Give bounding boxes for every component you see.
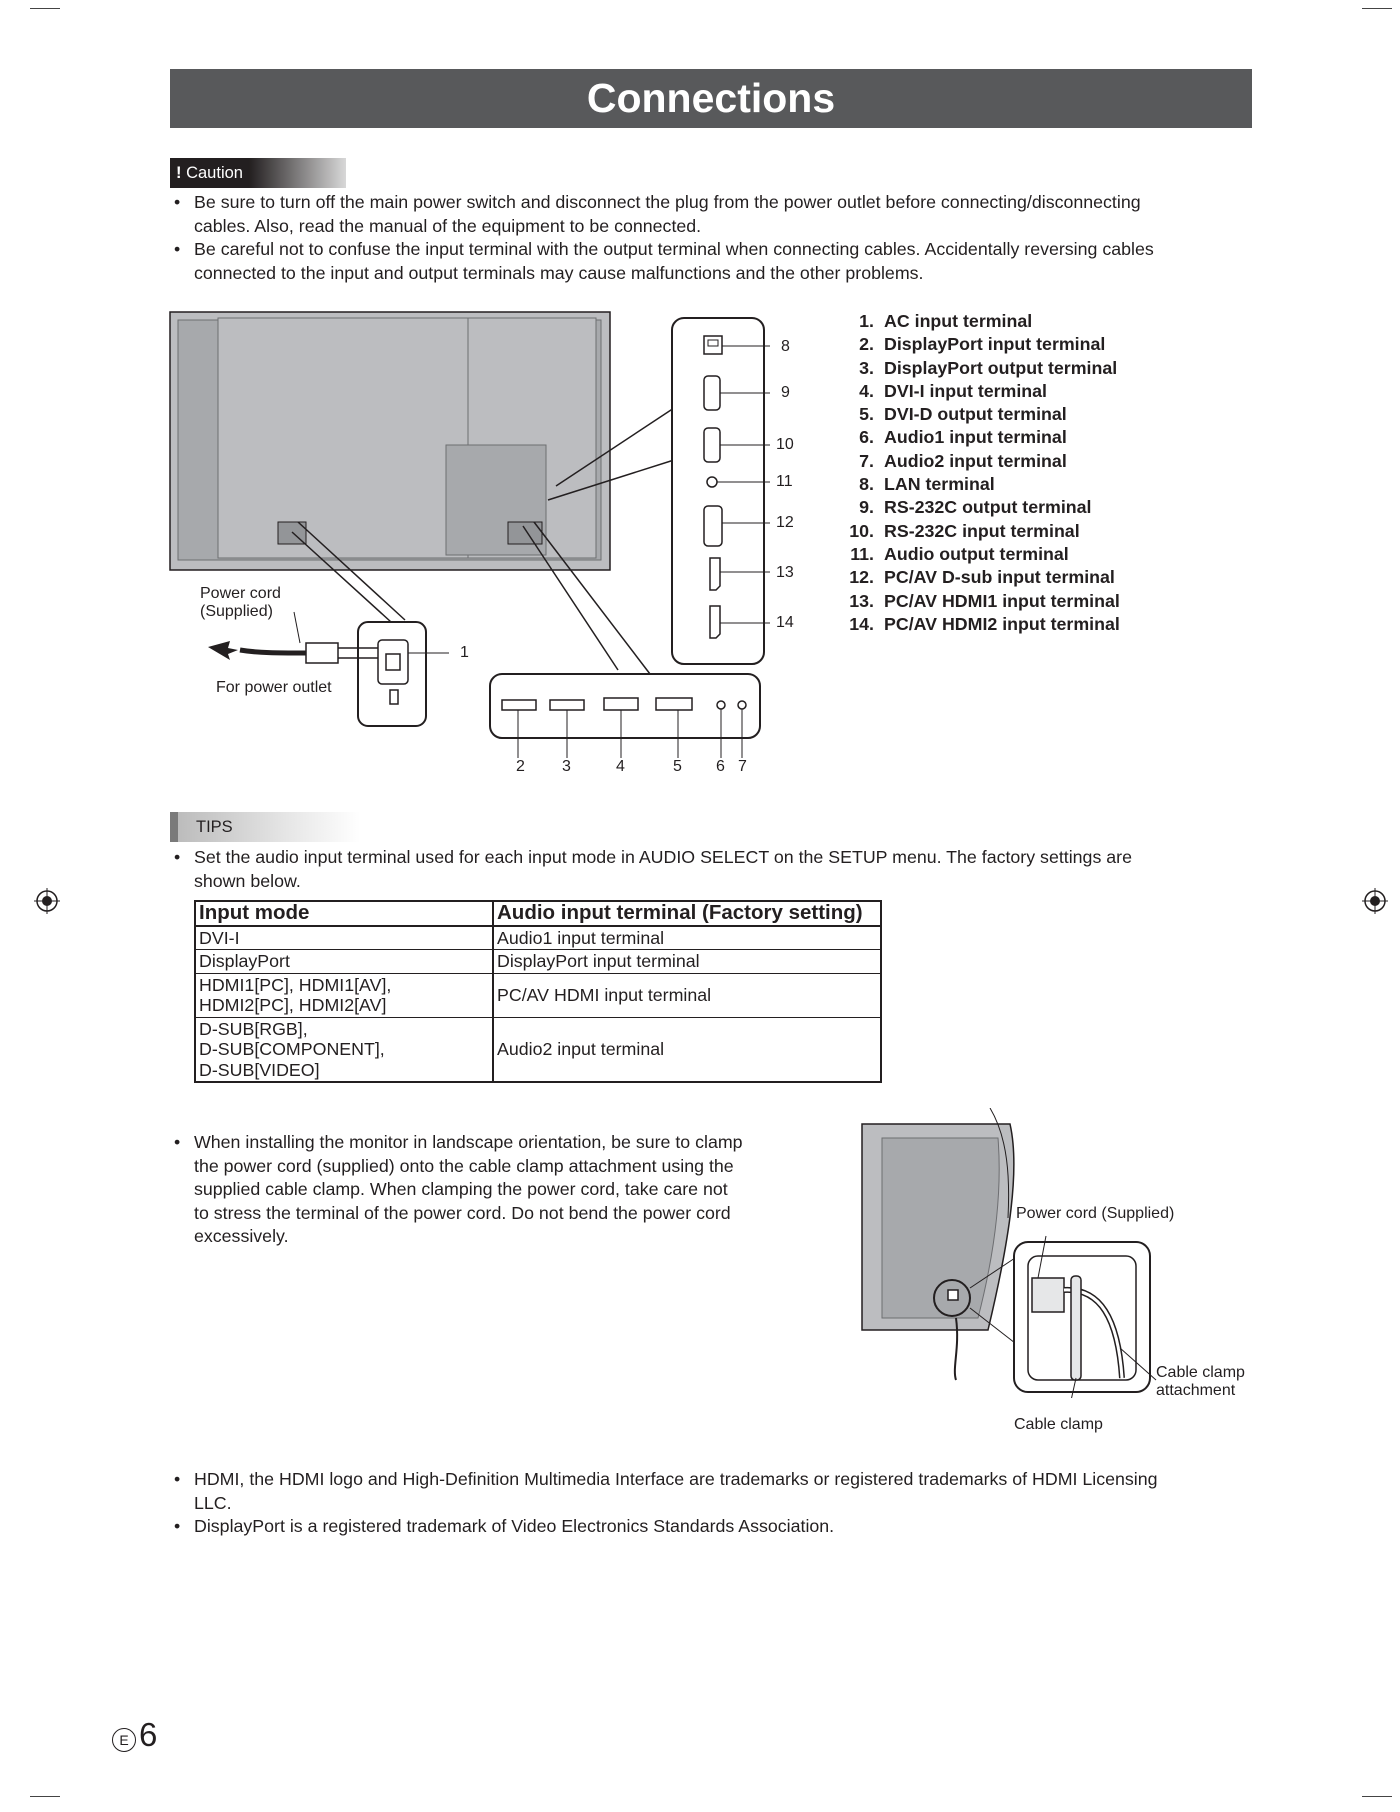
terminal-list-item (840, 473, 1120, 496)
bullet-dot: • (174, 1132, 181, 1152)
audio2-jack-icon (738, 701, 746, 709)
callout-2: 2 (516, 758, 525, 775)
callout-12: 12 (776, 514, 794, 531)
displayport-out-icon (550, 700, 584, 710)
crop-mark (1362, 8, 1392, 9)
page-title: Connections (170, 69, 1252, 128)
terminal-list-item (840, 496, 1120, 519)
terminal-number: 3. (859, 357, 874, 378)
table-cell (195, 1017, 493, 1082)
rs232c-in-port-icon (704, 428, 720, 462)
table-row (195, 1017, 881, 1082)
bullet-dot: • (174, 1469, 181, 1489)
hdmi2-port-icon (710, 606, 720, 638)
terminal-label: DVI-I input terminal (884, 380, 1048, 401)
table-cell-line: D-SUB[RGB], (199, 1018, 308, 1039)
table-cell-line: DVI-I (199, 927, 240, 948)
table-cell: Audio2 input terminal (493, 1017, 881, 1082)
callout-6: 6 (716, 758, 725, 775)
power-switch-icon (390, 690, 398, 704)
terminal-number: 6. (859, 427, 874, 448)
caution-text: cables. Also, read the manual of the equipment to be connected. (194, 215, 702, 236)
table-header: Input mode (195, 901, 493, 926)
power-plug-icon (306, 643, 338, 663)
clamp-attachment-label-line: attachment (1156, 1382, 1236, 1399)
crop-mark (30, 8, 60, 9)
crop-mark (30, 1796, 60, 1797)
clamp-text-line: to stress the terminal of the power cord. Do not bend the power cord (194, 1202, 731, 1223)
terminal-number: 8. (859, 474, 874, 495)
terminal-label: DisplayPort input terminal (884, 334, 1106, 355)
table-row (195, 973, 881, 1017)
terminal-number: 9. (859, 497, 874, 518)
dvi-i-port-icon (604, 698, 638, 710)
table-header-row (195, 901, 881, 926)
tips-intro-text: Set the audio input terminal used for each input mode in AUDIO SELECT on the SETUP menu. The factory settings are (194, 847, 1132, 867)
terminal-number: 5. (859, 404, 874, 425)
cable-clamp-icon (1071, 1276, 1081, 1380)
callout-14: 14 (776, 614, 794, 631)
clamp-text-line: supplied cable clamp. When clamping the power cord, take care not (194, 1179, 728, 1199)
callout-10: 10 (776, 436, 794, 453)
connection-diagram (168, 310, 808, 780)
callout-5: 5 (673, 758, 682, 775)
terminal-label: RS-232C input terminal (884, 520, 1080, 541)
power-cord-label (200, 585, 281, 621)
table-cell (195, 973, 493, 1017)
clamp-text-line: the power cord (supplied) onto the cable clamp attachment using the (194, 1155, 734, 1176)
trademark-text: DisplayPort is a registered trademark of Video Electronics Standards Association. (194, 1516, 835, 1536)
audio-out-jack-icon (707, 477, 717, 487)
terminal-label: PC/AV D-sub input terminal (884, 567, 1115, 588)
table-cell-line: DisplayPort (199, 951, 290, 971)
trademark-item (174, 1515, 1254, 1539)
callout-11: 11 (776, 473, 793, 490)
caution-text: Be sure to turn off the main power switch and disconnect the plug from the power outlet before connecting/disconnecting (194, 192, 1141, 212)
table-cell-line: HDMI2[PC], HDMI2[AV] (199, 995, 387, 1015)
terminal-number: 12. (849, 567, 874, 588)
terminal-list-item (840, 403, 1120, 426)
cable-clamp-label: Cable clamp (1014, 1416, 1103, 1433)
dsub-port-icon (704, 506, 722, 546)
cable-clamp-diagram (860, 1108, 1160, 1398)
table-cell: Audio1 input terminal (493, 926, 881, 950)
table-cell: DisplayPort input terminal (493, 950, 881, 974)
terminal-number: 11. (850, 543, 874, 564)
table-row (195, 926, 881, 950)
terminal-number: 2. (859, 334, 874, 355)
bullet-dot: • (174, 847, 181, 867)
callout-7: 7 (738, 758, 747, 775)
table-cell-line: D-SUB[COMPONENT], (199, 1039, 385, 1059)
callout-1: 1 (460, 644, 469, 661)
audio-settings-table (194, 900, 882, 1083)
clamp-attachment-label (1156, 1364, 1245, 1400)
terminal-label: DVI-D output terminal (884, 404, 1067, 425)
table-header: Audio input terminal (Factory setting) (493, 901, 881, 926)
caution-text: connected to the input and output terminals may cause malfunctions and the other problems. (194, 262, 924, 283)
power-cord-label-line: Power cord (200, 585, 281, 602)
trademark-item (174, 1468, 1254, 1515)
power-outlet-label: For power outlet (216, 679, 332, 696)
terminal-list-item (840, 450, 1120, 473)
tips-label: TIPS (170, 812, 360, 842)
terminal-list-item (840, 310, 1120, 333)
terminal-label: LAN terminal (884, 474, 995, 495)
terminal-label: RS-232C output terminal (884, 497, 1092, 518)
terminal-number: 1. (859, 311, 874, 331)
caution-label-text: Caution (186, 164, 243, 182)
dvi-d-port-icon (656, 698, 692, 710)
terminal-label: DisplayPort output terminal (884, 357, 1118, 378)
clamp-instructions (174, 1131, 794, 1249)
caution-item (174, 238, 1254, 285)
page-number: 6 (139, 1716, 158, 1753)
table-cell (195, 950, 493, 974)
bullet-dot: • (174, 239, 181, 259)
power-inlet-icon (1032, 1278, 1064, 1312)
terminal-number: 10. (849, 520, 874, 541)
language-indicator: E (112, 1728, 136, 1752)
terminal-list-item (840, 380, 1120, 403)
callout-8: 8 (781, 338, 790, 355)
terminal-label: Audio1 input terminal (884, 427, 1067, 448)
terminal-label: PC/AV HDMI2 input terminal (884, 613, 1120, 634)
clamp-power-cord-label: Power cord (Supplied) (1016, 1205, 1175, 1222)
terminal-list-item (840, 590, 1120, 613)
terminal-label: PC/AV HDMI1 input terminal (884, 590, 1120, 611)
crop-mark (1362, 1796, 1392, 1797)
tips-intro (174, 846, 1254, 893)
clamp-text-line: When installing the monitor in landscape orientation, be sure to clamp (194, 1132, 743, 1152)
displayport-in-icon (502, 700, 536, 710)
hdmi1-port-icon (710, 558, 720, 590)
rs232c-out-port-icon (704, 376, 720, 410)
callout-4: 4 (616, 758, 625, 775)
table-row (195, 950, 881, 974)
callout-13: 13 (776, 564, 794, 581)
table-cell (195, 926, 493, 950)
audio1-jack-icon (717, 701, 725, 709)
callout-9: 9 (781, 384, 790, 401)
table-cell-line: HDMI1[PC], HDMI1[AV], (199, 974, 392, 995)
terminal-label: AC input terminal (884, 311, 1033, 331)
registration-mark-icon (34, 888, 60, 914)
clamp-text-line: excessively. (194, 1226, 289, 1246)
callout-3: 3 (562, 758, 571, 775)
trademark-text: LLC. (194, 1492, 232, 1513)
registration-mark-icon (1362, 888, 1388, 914)
terminal-list-item (840, 426, 1120, 449)
terminal-list-item (840, 566, 1120, 589)
terminal-list (840, 310, 1120, 636)
bullet-dot: • (174, 1516, 181, 1536)
terminal-list-item (840, 543, 1120, 566)
terminal-number: 13. (849, 590, 874, 611)
trademark-text: HDMI, the HDMI logo and High-Definition Multimedia Interface are trademarks or registered trademarks of HDMI Licensing (194, 1469, 1158, 1489)
table-cell-line: D-SUB[VIDEO] (199, 1059, 320, 1080)
tips-intro-text: shown below. (194, 870, 301, 891)
terminal-label: Audio2 input terminal (884, 450, 1067, 471)
bullet-dot: • (174, 192, 181, 212)
terminal-number: 4. (859, 380, 874, 401)
caution-item (174, 191, 1254, 238)
power-cord-label-line: (Supplied) (200, 603, 273, 620)
terminal-label: Audio output terminal (884, 543, 1069, 564)
table-cell: PC/AV HDMI input terminal (493, 973, 881, 1017)
terminal-number: 7. (859, 450, 874, 471)
terminal-list-item (840, 333, 1120, 356)
terminal-list-item (840, 613, 1120, 636)
terminal-list-item (840, 520, 1120, 543)
clamp-attachment-label-line: Cable clamp (1156, 1364, 1245, 1381)
caution-label (170, 158, 346, 188)
terminal-number: 14. (849, 613, 874, 634)
exclamation-icon: ! (176, 164, 182, 182)
terminal-list-item (840, 357, 1120, 380)
arrow-left-icon (208, 641, 238, 660)
caution-text: Be careful not to confuse the input terminal with the output terminal when connecting cables. Accidentally reversing cables (194, 239, 1154, 259)
